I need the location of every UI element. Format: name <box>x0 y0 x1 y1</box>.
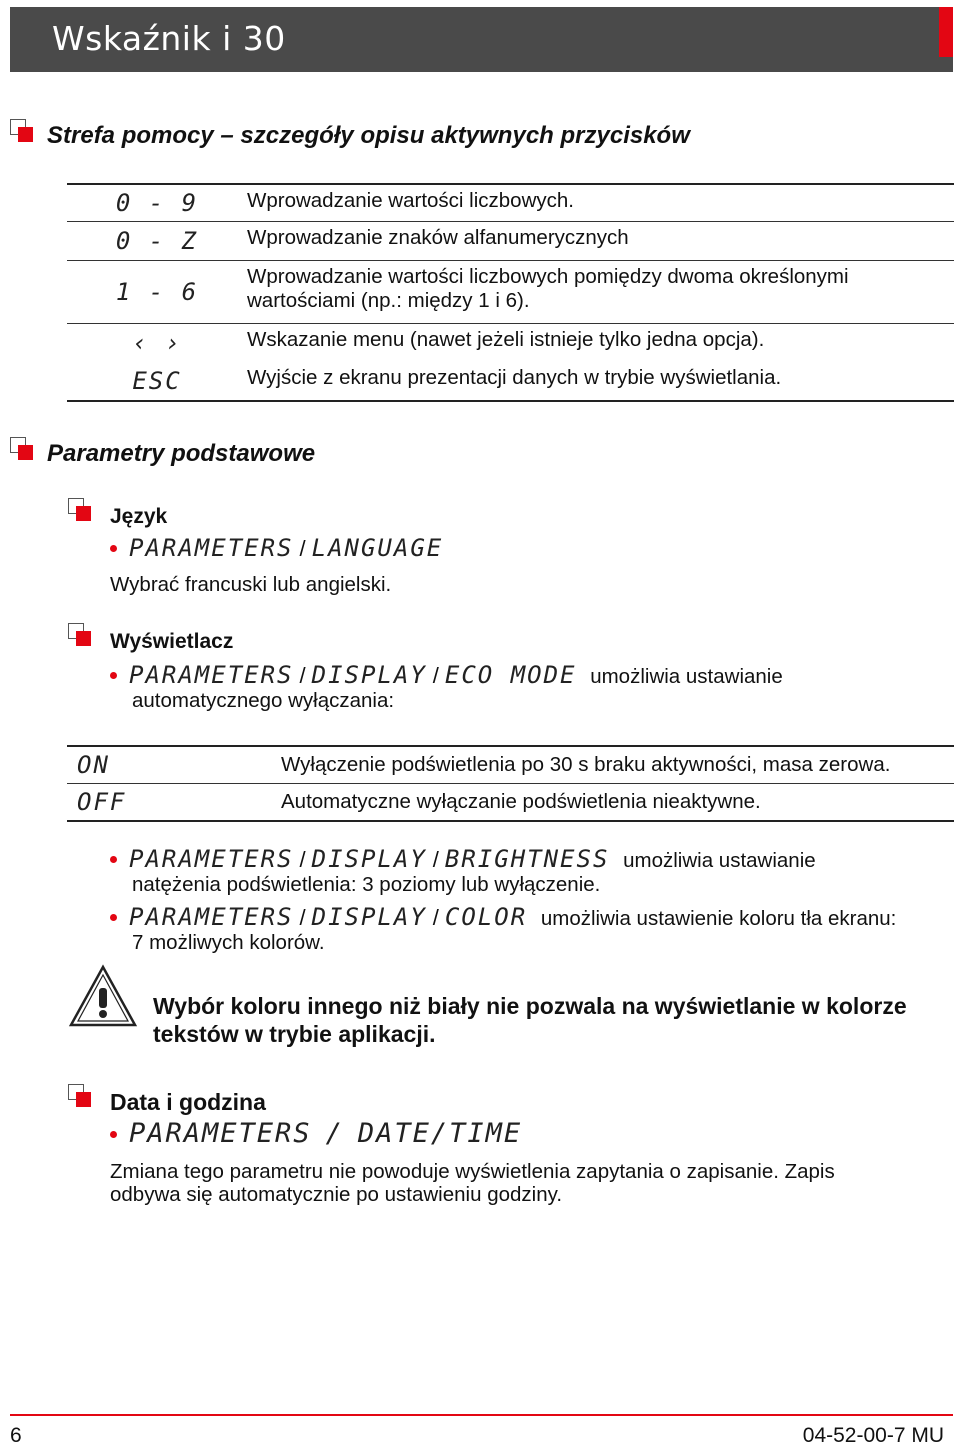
menu-description: umożliwia ustawienie koloru tła ekranu: <box>540 907 897 930</box>
table-row <box>67 747 954 783</box>
params-section-title: Parametry podstawowe <box>47 440 316 467</box>
color-description-cont: 7 możliwych kolorów. <box>132 931 325 954</box>
menu-path-item: PARAMETERS <box>129 903 294 931</box>
menu-path-item: LANGUAGE <box>311 534 444 562</box>
option-key: ON <box>77 751 110 779</box>
table-row <box>67 323 954 362</box>
help-section-title: Strefa pomocy – szczegóły opisu aktywnych przycisków <box>47 122 690 149</box>
menu-separator: / <box>299 847 306 872</box>
menu-separator: / <box>299 663 306 688</box>
header-accent-tab <box>939 7 953 57</box>
menu-path-item: PARAMETERS <box>129 661 294 689</box>
menu-path-item: BRIGHTNESS <box>444 845 610 873</box>
datetime-description: Zmiana tego parametru nie powoduje wyświetlenia zapytania o zapisanie. Zapis <box>110 1160 835 1183</box>
datetime-menu-path <box>110 1118 523 1149</box>
page-header <box>10 7 953 72</box>
section-bullet-icon <box>10 437 36 463</box>
brightness-description-cont: natężenia podświetlenia: 3 poziomy lub wyłączenie. <box>132 873 601 896</box>
language-title: Język <box>110 505 168 528</box>
key-description: Wprowadzanie wartości liczbowych. <box>247 189 574 212</box>
display-menu-path <box>110 663 783 689</box>
key-description: Wyjście z ekranu prezentacji danych w trybie wyświetlania. <box>247 366 782 389</box>
footer-divider <box>10 1414 953 1416</box>
table-row <box>67 783 954 820</box>
brightness-menu-path <box>110 847 816 873</box>
subsection-bullet-icon <box>68 498 94 524</box>
eco-mode-options-table <box>67 745 954 822</box>
table-row <box>67 221 954 260</box>
section-bullet-icon <box>10 119 36 145</box>
key-label: 0 - Z <box>115 227 199 255</box>
menu-separator: / <box>299 905 306 930</box>
menu-separator: / <box>432 663 439 688</box>
subsection-bullet-icon <box>68 1084 94 1110</box>
subsection-bullet-icon <box>68 623 94 649</box>
key-label: 1 - 6 <box>115 278 199 306</box>
document-code: 04-52-00-7 MU <box>802 1424 944 1447</box>
display-description-cont: automatycznego wyłączania: <box>132 689 395 712</box>
menu-path-item: PARAMETERS <box>129 534 294 562</box>
language-menu-path <box>110 536 443 562</box>
option-description: Wyłączenie podświetlenia po 30 s braku aktywności, masa zerowa. <box>281 753 891 776</box>
display-title: Wyświetlacz <box>110 630 234 653</box>
table-row <box>67 185 954 221</box>
key-description: Wprowadzanie wartości liczbowych pomiędzy dwoma określonymi wartościami (np.: między 1 i 6). <box>247 265 849 312</box>
menu-description: umożliwia ustawianie <box>590 665 783 688</box>
page-number: 6 <box>10 1424 22 1447</box>
bullet-dot-icon <box>110 672 117 679</box>
key-description: Wprowadzanie znaków alfanumerycznych <box>247 226 629 249</box>
menu-separator: / <box>432 905 439 930</box>
menu-path-item: ECO MODE <box>444 661 577 689</box>
table-row <box>67 362 954 400</box>
bullet-dot-icon <box>110 545 117 552</box>
menu-path-item: PARAMETERS <box>129 1118 312 1149</box>
datetime-title: Data i godzina <box>110 1089 266 1115</box>
menu-path-item: DISPLAY <box>311 845 427 873</box>
key-label: 0 - 9 <box>115 189 199 217</box>
menu-path-item: DISPLAY <box>311 661 427 689</box>
menu-path-item: PARAMETERS <box>129 845 294 873</box>
menu-path-item: COLOR <box>444 903 528 931</box>
warning-icon <box>68 964 138 1028</box>
menu-separator: / <box>299 536 306 561</box>
menu-path-item: DISPLAY <box>311 903 427 931</box>
bullet-dot-icon <box>110 1131 117 1138</box>
key-description: Wskazanie menu (nawet jeżeli istnieje tylko jedna opcja). <box>247 328 765 351</box>
color-menu-path <box>110 905 896 931</box>
menu-description: umożliwia ustawianie <box>623 849 816 872</box>
menu-separator: / <box>325 1118 344 1149</box>
menu-path-item: DATE/TIME <box>357 1118 523 1149</box>
datetime-description-cont: odbywa się automatycznie po ustawieniu godziny. <box>110 1183 563 1206</box>
bullet-dot-icon <box>110 914 117 921</box>
help-keys-table <box>67 183 954 402</box>
menu-separator: / <box>432 847 439 872</box>
key-label: ‹ › <box>132 329 182 357</box>
option-description: Automatyczne wyłączanie podświetlenia nieaktywne. <box>281 790 761 813</box>
key-label: ESC <box>132 367 182 395</box>
bullet-dot-icon <box>110 856 117 863</box>
warning-text: Wybór koloru innego niż biały nie pozwala na wyświetlanie w kolorze tekstów w trybie aplikacji. <box>153 993 907 1047</box>
language-description: Wybrać francuski lub angielski. <box>110 573 392 596</box>
table-row <box>67 260 954 323</box>
page-title: Wskaźnik i 30 <box>52 19 286 58</box>
option-key: OFF <box>77 788 127 816</box>
